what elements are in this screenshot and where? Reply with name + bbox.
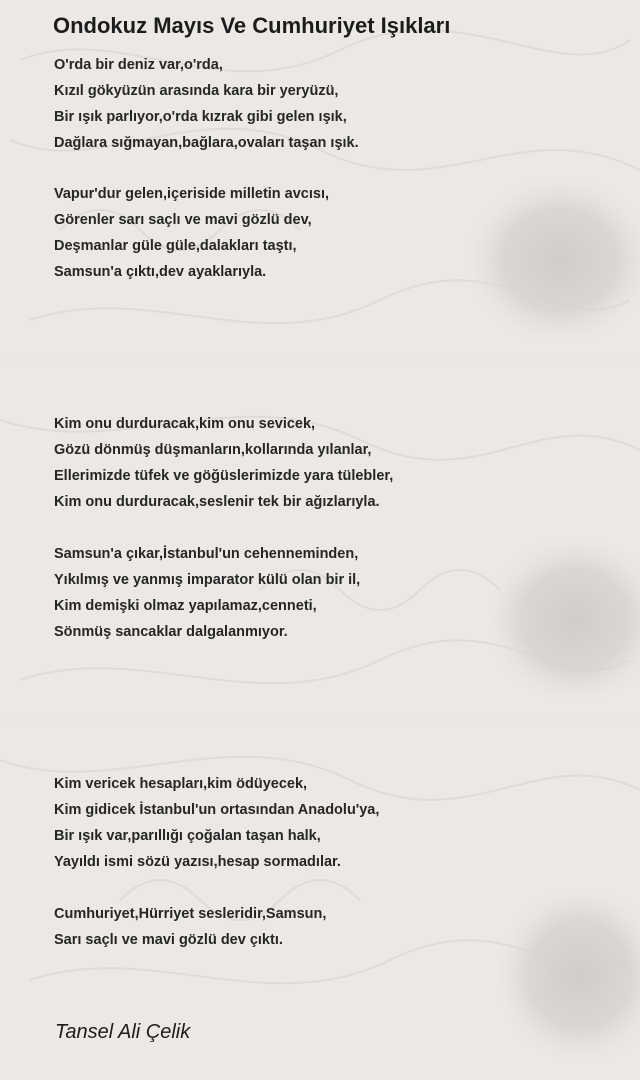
poem-line: Yıkılmış ve yanmış imparator külü olan bir il, bbox=[54, 572, 361, 588]
poem-stanza-5 bbox=[54, 771, 379, 875]
poem-line: Yayıldı ismi sözü yazısı,hesap sormadılar. bbox=[54, 854, 341, 870]
poem-line: Sönmüş sancaklar dalgalanmıyor. bbox=[54, 624, 288, 640]
poem-line: Cumhuriyet,Hürriyet sesleridir,Samsun, bbox=[54, 906, 327, 922]
poem-line: Ellerimizde tüfek ve göğüslerimizde yara tülebler, bbox=[54, 468, 394, 484]
poem-stanza-2 bbox=[54, 181, 329, 285]
poem-line: Kim vericek hesapları,kim ödüyecek, bbox=[54, 776, 308, 792]
poem-line: Samsun'a çıktı,dev ayaklarıyla. bbox=[54, 264, 267, 280]
poem-line: Görenler sarı saçlı ve mavi gözlü dev, bbox=[54, 212, 312, 228]
poem-line: O'rda bir deniz var,o'rda, bbox=[54, 57, 223, 73]
poem-stanza-1 bbox=[54, 52, 359, 156]
poem-line: Kızıl gökyüzün arasında kara bir yeryüzü, bbox=[54, 83, 339, 99]
poem-line: Dağlara sığmayan,bağlara,ovaları taşan ışık. bbox=[54, 135, 359, 151]
poem-stanza-6 bbox=[54, 901, 326, 953]
poem-line: Kim demişki olmaz yapılamaz,cenneti, bbox=[54, 598, 317, 614]
poem-line: Kim onu durduracak,kim onu sevicek, bbox=[54, 416, 316, 432]
poem-line: Gözü dönmüş düşmanların,kollarında yılanlar, bbox=[54, 442, 372, 458]
poem-stanza-3 bbox=[54, 411, 393, 515]
poem-title: Ondokuz Mayıs Ve Cumhuriyet Işıkları bbox=[53, 13, 451, 38]
poem-line: Samsun'a çıkar,İstanbul'un cehenneminden, bbox=[54, 546, 359, 562]
poem-line: Bir ışık var,parıllığı çoğalan taşan halk, bbox=[54, 828, 321, 844]
poem-line: Vapur'dur gelen,içeriside milletin avcısı, bbox=[54, 186, 330, 202]
poem-line: Sarı saçlı ve mavi gözlü dev çıktı. bbox=[54, 932, 283, 948]
poem-line: Bir ışık parlıyor,o'rda kızrak gibi gelen ışık, bbox=[54, 109, 347, 125]
poem-author: Tansel Ali Çelik bbox=[55, 1021, 191, 1043]
poem-stanza-4 bbox=[54, 541, 360, 645]
poem-line: Kim onu durduracak,seslenir tek bir ağızlarıyla. bbox=[54, 494, 380, 510]
poem-line: Kim gidicek İstanbul'un ortasından Anadolu'ya, bbox=[54, 802, 380, 818]
poem-line: Deşmanlar güle güle,dalakları taştı, bbox=[54, 238, 297, 254]
